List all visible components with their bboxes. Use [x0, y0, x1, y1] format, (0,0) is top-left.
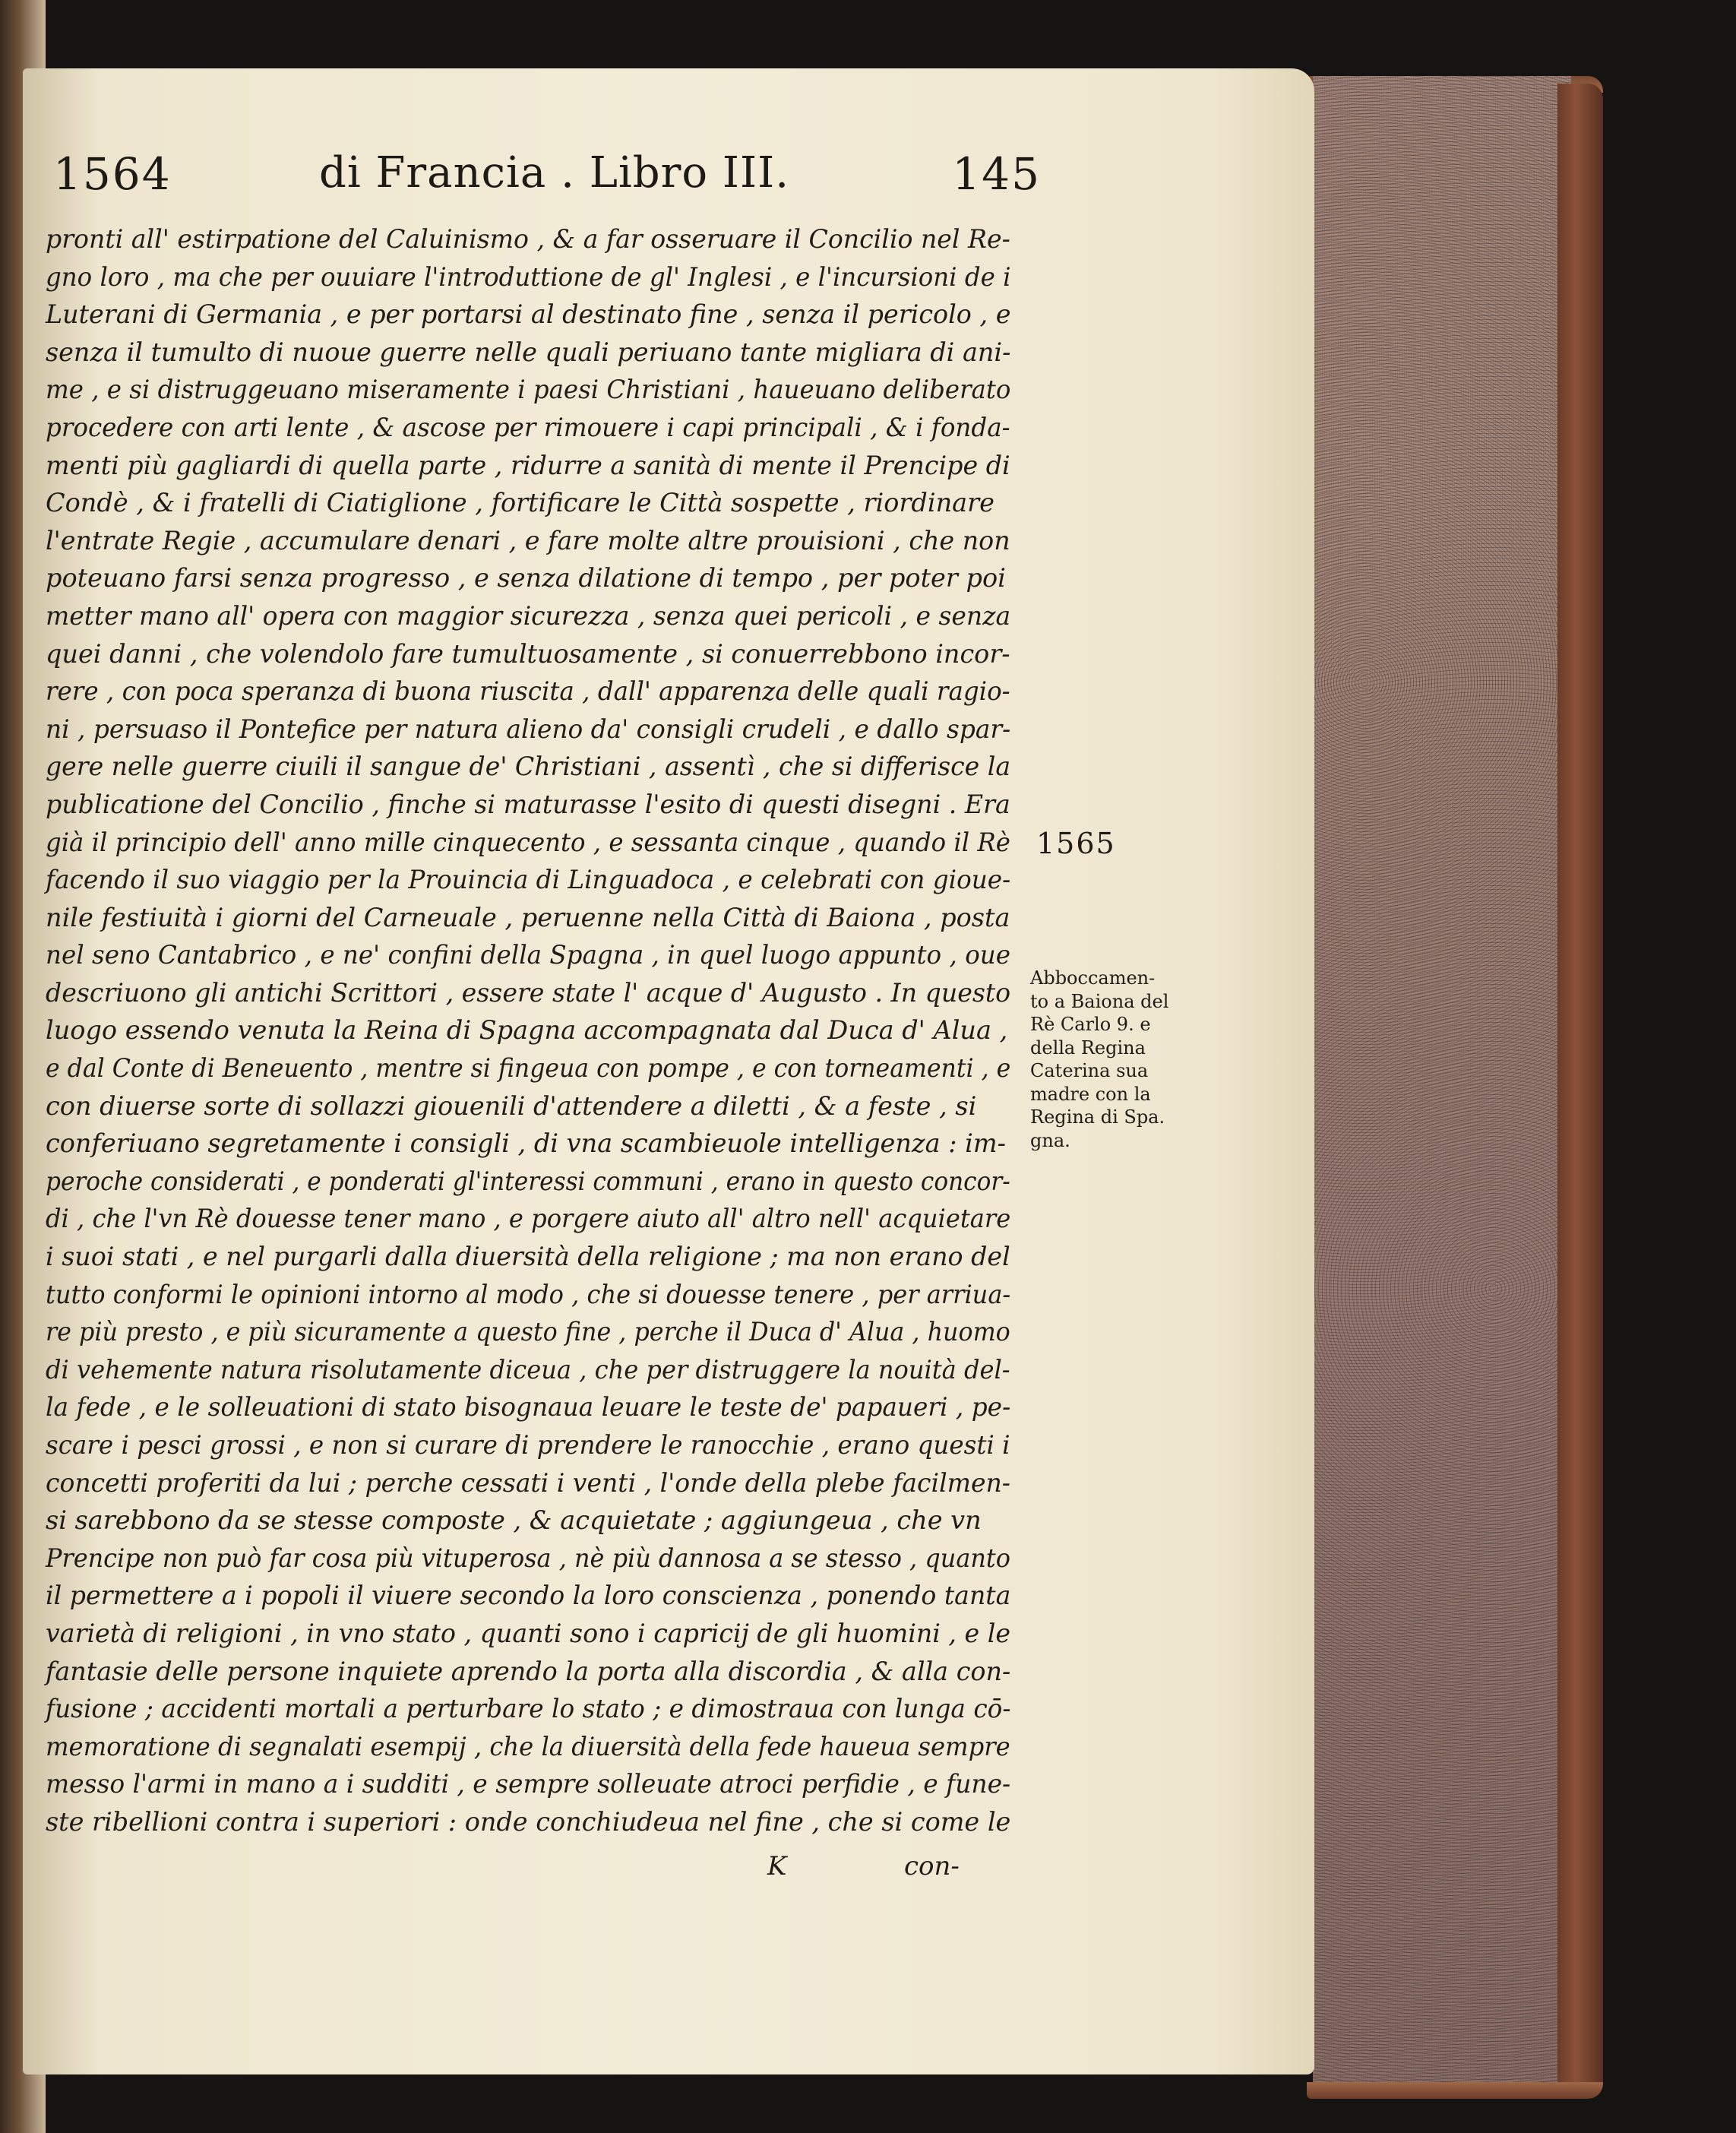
text-line: ste ribellioni contra i superiori : onde conchiudeua nel fine , che si come le — [46, 1806, 1011, 1837]
text-line: descriuono gli antichi Scrittori , essere state l' acque d' Augusto . In questo — [46, 977, 1011, 1008]
text-line: pronti all' estirpatione del Caluinismo , & a far osseruare il Concilio nel Re- — [46, 224, 1010, 254]
text-line: procedere con arti lente , & ascose per rimouere i capi principali , & i fonda- — [46, 412, 1010, 442]
text-line: luogo essendo venuta la Reina di Spagna accompagnata dal Duca d' Alua , — [46, 1015, 1008, 1046]
text-line: nile festiuità i giorni del Carneuale , peruenne nella Città di Baiona , posta — [46, 902, 1010, 932]
text-line: di , che l'vn Rè douesse tener mano , e porgere aiuto all' altro nell' acquietare — [46, 1204, 1011, 1234]
text-line: i suoi stati , e nel purgarli dalla diuersità della religione ; ma non erano del — [46, 1242, 1010, 1272]
header-year: 1564 — [53, 148, 172, 200]
page-number: 145 — [952, 148, 1041, 200]
margin-year: 1565 — [1036, 827, 1116, 860]
text-line: Prencipe non può far cosa più vituperosa , nè più dannosa a se stesso , quanto — [46, 1543, 1010, 1573]
text-line: con diuerse sorte di sollazzi giouenili d'attendere a diletti , & a feste , si — [46, 1090, 977, 1121]
marginal-note — [1030, 967, 1182, 1152]
text-line: scare i pesci grossi , e non si curare di prendere le ranocchie , erano questi i — [46, 1430, 1010, 1460]
text-line: varietà di religioni , in vno stato , quanti sono i capricij de gli huomini , e le — [46, 1618, 1011, 1648]
text-line: peroche considerati , e ponderati gl'interessi communi , erano in questo concor- — [46, 1166, 1010, 1196]
book-fore-edge — [1313, 76, 1571, 2097]
text-line: menti più gagliardi di quella parte , ridurre a sanità di mente il Prencipe di — [46, 450, 1010, 480]
marginal-note-line: madre con la — [1030, 1083, 1151, 1105]
text-line: il permettere a i popoli il viuere secondo la loro conscienza , ponendo tanta — [46, 1581, 1011, 1611]
marginal-note-line: gna. — [1030, 1129, 1070, 1151]
text-line: memoratione di segnalati esempij , che la diuersità della fede haueua sempre — [46, 1731, 1010, 1761]
text-line: conferiuano segretamente i consigli , di vna scambieuole intelligenza : im- — [46, 1128, 1006, 1159]
marginal-note-line: to a Baiona del — [1030, 990, 1169, 1012]
text-line: ni , persuaso il Pontefice per natura alieno da' consigli crudeli , e dallo spar- — [46, 714, 1011, 744]
catchword: con- — [904, 1851, 960, 1881]
text-line: la fede , e le solleuationi di stato bisognaua leuare le teste de' papaueri , pe- — [46, 1392, 1011, 1423]
text-line: di vehemente natura risolutamente diceua , che per distruggere la nouità del- — [46, 1354, 1010, 1385]
page-footer — [46, 1851, 1010, 1897]
text-line: tutto conformi le opinioni intorno al modo , che si douesse tenere , per arriua- — [46, 1279, 1011, 1309]
text-line: fusione ; accidenti mortali a perturbare lo stato ; e dimostraua con lunga cō- — [46, 1694, 1011, 1724]
text-line: publicatione del Concilio , finche si maturasse l'esito di questi disegni . Era — [46, 789, 1010, 819]
text-line: già il principio dell' anno mille cinquecento , e sessanta cinque , quando il Rè — [46, 827, 1010, 857]
text-line: gno loro , ma che per ouuiare l'introduttione de gl' Inglesi , e l'incursioni de i — [46, 261, 1011, 292]
text-line: poteuano farsi senza progresso , e senza dilatione di tempo , per poter poi — [46, 563, 1006, 593]
text-line: re più presto , e più sicuramente a questo fine , perche il Duca d' Alua , huomo — [46, 1317, 1010, 1347]
marginal-note-line: Rè Carlo 9. e — [1030, 1014, 1151, 1035]
text-line: metter mano all' opera con maggior sicurezza , senza quei pericoli , e senza — [46, 600, 1011, 631]
text-line: nel seno Cantabrico , e ne' confini della Spagna , in quel luogo appunto , oue — [46, 940, 1011, 970]
text-line: Luterani di Germania , e per portarsi al destinato fine , senza il pericolo , e — [46, 299, 1011, 330]
running-header — [46, 148, 1041, 209]
book-cover-bottom — [1307, 2082, 1603, 2099]
text-line: senza il tumulto di nuoue guerre nelle quali periuano tante migliara di ani- — [46, 337, 1011, 367]
marginal-note-line: Caterina sua — [1030, 1060, 1149, 1081]
marginal-note-line: Abboccamen- — [1030, 967, 1156, 989]
text-line: si sarebbono da se stesse composte , & acquietate ; aggiungeua , che vn — [46, 1505, 982, 1536]
text-line: quei danni , che volendolo fare tumultuosamente , si conuerrebbono incor- — [46, 638, 1010, 669]
marginal-note-line: della Regina — [1030, 1036, 1146, 1059]
text-line: facendo il suo viaggio per la Prouincia di Linguadoca , e celebrati con gioue- — [46, 865, 1011, 895]
text-line: l'entrate Regie , accumulare denari , e fare molte altre prouisioni , che non — [46, 525, 1010, 555]
text-line: messo l'armi in mano a i sudditi , e sempre solleuate atroci perfidie , e fune- — [46, 1769, 1011, 1799]
book-leather-cover — [1557, 84, 1603, 2097]
text-line: rere , con poca speranza di buona riuscita , dall' apparenza delle quali ragio- — [46, 676, 1010, 707]
text-line: concetti proferiti da lui ; perche cessati i venti , l'onde della plebe facilmen- — [46, 1467, 1010, 1498]
text-line: gere nelle guerre ciuili il sangue de' Christiani , assentì , che si differisce la — [46, 752, 1011, 782]
text-line: me , e si distruggeuano miseramente i paesi Christiani , haueuano deliberato — [46, 375, 1011, 405]
header-title: di Francia . Libro III. — [319, 148, 790, 198]
text-line: fantasie delle persone inquiete aprendo la porta alla discordia , & alla con- — [46, 1656, 1011, 1686]
marginal-note-line: Regina di Spa. — [1030, 1106, 1165, 1128]
text-line: e dal Conte di Beneuento , mentre si fingeua con pompe , e con torneamenti , e — [46, 1053, 1011, 1084]
signature-mark: K — [767, 1851, 787, 1881]
main-text-block — [46, 220, 1010, 1841]
text-line: Condè , & i fratelli di Ciatiglione , fortificare le Città sospette , riordinare — [46, 488, 994, 518]
